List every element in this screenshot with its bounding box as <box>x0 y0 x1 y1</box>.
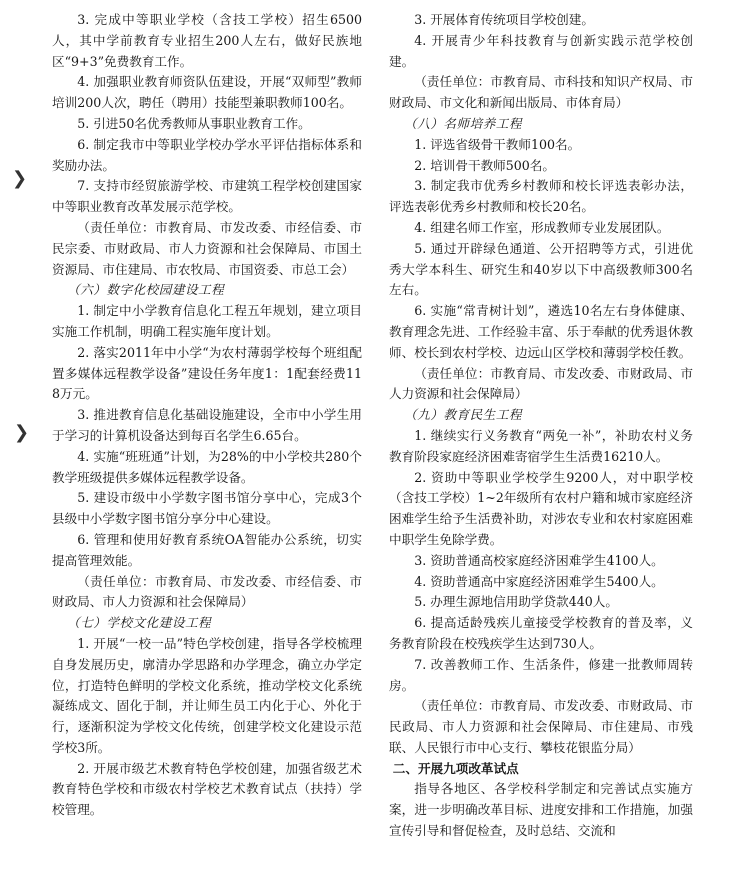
paragraph: （责任单位：市教育局、市发改委、市财政局、市人力资源和社会保障局） <box>389 365 693 402</box>
paragraph: 指导各地区、各学校科学制定和完善试点实施方案，进一步明确改革目标、进度安排和工作措施，加强宣传引导和督促检查，及时总结、交流和 <box>389 781 693 839</box>
paragraph: 4. 开展青少年科技教育与创新实践示范学校创建。 <box>389 32 693 69</box>
paragraph: 4. 加强职业教育师资队伍建设，开展“双师型”教师培训200人次，聘任（聘用）技能型兼职教师100名。 <box>52 74 362 111</box>
paragraph: 3. 推进教育信息化基础设施建设，全市中小学生用于学习的计算机设备达到每百名学生6.65台。 <box>52 407 362 443</box>
paragraph: （责任单位：市教育局、市科技和知识产权局、市财政局、市文化和新闻出版局、市体育局） <box>389 74 693 111</box>
paragraph: 5. 引进50名优秀教师从事职业教育工作。 <box>77 115 311 131</box>
major-heading: 二、开展九项改革试点 <box>392 760 519 776</box>
paragraph: （责任单位：市教育局、市发改委、市经信委、市民宗委、市财政局、市人力资源和社会保障局、市国土资源局、市住建局、市农牧局、市国资委、市总工会） <box>52 219 362 277</box>
paragraph: 1. 制定中小学教育信息化工程五年规划，建立项目实施工作机制，明确工程实施年度计划。 <box>52 303 362 339</box>
paragraph: 3. 资助普通高校家庭经济困难学生4100人。 <box>414 552 664 568</box>
paragraph: 3. 开展体育传统项目学校创建。 <box>414 12 594 27</box>
paragraph: 4. 组建名师工作室，形成教师专业发展团队。 <box>414 219 670 235</box>
paragraph: 2. 开展市级艺术教育特色学校创建，加强省级艺术教育特色学校和市级农村学校艺术教育试点（扶持）学校管理。 <box>52 760 362 818</box>
binding-hole-mark: ❯ <box>12 168 28 189</box>
paragraph: 2. 落实2011年中小学“为农村薄弱学校每个班组配置多媒体远程教学设备”建设任务年度1：1配套经费118万元。 <box>52 344 362 402</box>
section-heading: （九）教育民生工程 <box>404 407 522 423</box>
paragraph: 3. 制定我市优秀乡村教师和校长评选表彰办法，评选表彰优秀乡村教师和校长20名。 <box>389 178 693 215</box>
section-heading: （六）数字化校园建设工程 <box>67 282 225 298</box>
binding-hole-mark: ❯ <box>14 422 30 443</box>
paragraph: 4. 实施“班班通”计划，为28%的中小学校共280个教学班级提供多媒体远程教学设备。 <box>52 448 362 485</box>
paragraph: 6. 管理和使用好教育系统OA智能办公系统，切实提高管理效能。 <box>52 531 362 568</box>
section-heading: （七）学校文化建设工程 <box>67 615 212 631</box>
paragraph: 5. 通过开辟绿色通道、公开招聘等方式，引进优秀大学本科生、研究生和40岁以下中高级教师300名左右。 <box>389 240 693 298</box>
paragraph: 6. 提高适龄残疾儿童接受学校教育的普及率，义务教育阶段在校残疾学生达到730人。 <box>389 615 693 651</box>
paragraph: 1. 评选省级骨干教师100名。 <box>414 136 581 152</box>
paragraph: 3. 完成中等职业学校（含技工学校）招生6500人，其中学前教育专业招生200人左右，做好民族地区“9+3”免费教育工作。 <box>52 12 362 69</box>
paragraph: 7. 支持市经贸旅游学校、市建筑工程学校创建国家中等职业教育改革发展示范学校。 <box>52 178 362 215</box>
right-column <box>389 10 693 842</box>
paragraph: 6. 制定我市中等职业学校办学水平评估指标体系和奖励办法。 <box>52 136 362 173</box>
paragraph: 2. 资助中等职业学校学生9200人，对中职学校（含技工学校）1~2年级所有农村户籍和城市家庭经济困难学生给予生活费补助，对涉农专业和农村家庭困难中职学生免除学费。 <box>389 469 693 547</box>
section-heading: （八）名师培养工程 <box>404 115 522 131</box>
paragraph: 5. 建设市级中小学数字图书馆分享中心，完成3个县级中小学数字图书馆分享分中心建设。 <box>52 490 362 527</box>
paragraph: （责任单位：市教育局、市发改委、市经信委、市财政局、市人力资源和社会保障局） <box>52 573 362 610</box>
paragraph: 1. 继续实行义务教育“两免一补”，补助农村义务教育阶段家庭经济困难寄宿学生生活费16210人。 <box>389 427 693 464</box>
paragraph: 6. 实施“常青树计划”，遴选10名左右身体健康、教育理念先进、工作经验丰富、乐于奉献的优秀退休教师、校长到农村学校、边远山区学校和薄弱学校任教。 <box>389 303 693 360</box>
paragraph: 1. 开展“一校一品”特色学校创建，指导各学校梳理自身发展历史，廓清办学思路和办学理念，确立办学定位，打造特色鲜明的学校文化系统，推动学校文化系统凝练成文、固化于制，并让师生员工内化于心、外化于行，逐渐积淀为学校文化传统，创建学校文化建设示范学校3所。 <box>52 635 362 755</box>
paragraph: 4. 资助普通高中家庭经济困难学生5400人。 <box>414 573 664 589</box>
paragraph: 7. 改善教师工作、生活条件，修建一批教师周转房。 <box>389 656 693 693</box>
left-column <box>52 10 362 821</box>
paragraph: （责任单位：市教育局、市发改委、市财政局、市民政局、市人力资源和社会保障局、市住建局、市残联、人民银行市中心支行、攀枝花银监分局） <box>389 698 693 755</box>
paragraph: 2. 培训骨干教师500名。 <box>414 157 555 173</box>
paragraph: 5. 办理生源地信用助学贷款440人。 <box>414 594 618 610</box>
